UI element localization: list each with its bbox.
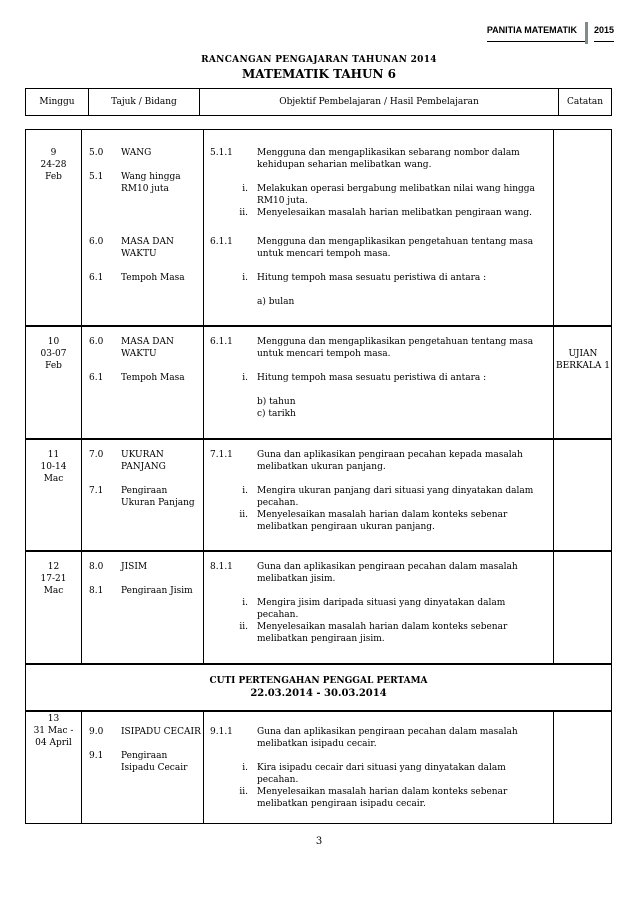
col-objektif: Objektif Pembelajaran / Hasil Pembelajaran [200,89,559,115]
col-catatan: Catatan [566,97,603,107]
week-dates: 03-07 [40,349,67,359]
outcome-index: ii. [239,622,248,632]
topic-number: 5.1 [89,172,104,182]
topic-number: 8.0 [89,562,104,572]
objective-text: Mengguna dan mengaplikasikan pengetahuan tentang masa [257,237,534,247]
outcome-text: Menyelesaikan masalah harian melibatkan pengiraan wang. [257,208,532,218]
outcome-text: Mengira jisim daripada situasi yang dinyatakan dalam [257,598,506,608]
topic-title: Wang hingga [121,172,181,182]
objective-text: Guna dan aplikasikan pengiraan pecahan kepada masalah [257,450,523,460]
week-dates: 24-28 [40,160,67,170]
topic-number: 5.0 [89,148,104,158]
topic-number: 6.1 [89,273,104,283]
outcome-index: i. [242,486,248,496]
outcome-subitem: a) bulan [257,297,295,307]
header-year: 2015 [594,25,614,42]
objective-text: melibatkan isipadu cecair. [257,739,377,749]
topic-number: 6.1 [89,373,104,383]
topic-number: 7.1 [89,486,104,496]
outcome-index: i. [242,184,248,194]
objective-number: 6.1.1 [210,337,233,347]
objective-number: 5.1.1 [210,148,233,158]
week-month: Feb [45,172,62,182]
objective-text: Mengguna dan mengaplikasikan sebarang nombor dalam [257,148,520,158]
outcome-text: melibatkan pengiraan ukuran panjang. [257,522,435,532]
topic-number: 9.1 [89,751,104,761]
objective-text: untuk mencari tempoh masa. [257,349,391,359]
document-subtitle: MATEMATIK TAHUN 6 [242,67,396,81]
topic-title: UKURAN [121,450,164,460]
outcome-text: pecahan. [257,775,299,785]
objective-text: melibatkan ukuran panjang. [257,462,386,472]
outcome-subitem: b) tahun [257,397,296,407]
outcome-text: pecahan. [257,498,299,508]
outcome-text: Menyelesaikan masalah harian dalam konteks sebenar [257,787,508,797]
outcome-index: i. [242,273,248,283]
outcome-index: i. [242,598,248,608]
header-separator [585,22,588,44]
outcome-text: Kira isipadu cecair dari situasi yang dinyatakan dalam [257,763,506,773]
outcome-subitem: c) tarikh [257,409,296,419]
topic-title: Ukuran Panjang [121,498,195,508]
topic-title: Pengiraan [121,486,168,496]
outcome-index: ii. [239,510,248,520]
week-dates: 31 Mac - [33,726,74,736]
objective-text: melibatkan jisim. [257,574,336,584]
objective-text: Guna dan aplikasikan pengiraan pecahan dalam masalah [257,562,518,572]
week-month: Feb [45,361,62,371]
topic-title: MASA DAN [121,337,174,347]
week-number: 9 [50,148,57,158]
holiday-dates: 22.03.2014 - 30.03.2014 [250,688,387,699]
topic-title: RM10 juta [121,184,169,194]
week-dates: 17-21 [40,574,67,584]
document-title: RANCANGAN PENGAJARAN TAHUNAN 2014 [201,55,437,65]
week-month: 04 April [35,738,72,748]
page-header [487,22,614,44]
table-row [25,711,612,824]
col-minggu: Minggu [26,89,89,115]
week-number: 12 [47,562,60,572]
outcome-text: Menyelesaikan masalah harian dalam konteks sebenar [257,622,508,632]
outcome-text: melibatkan pengiraan jisim. [257,634,385,644]
topic-number: 7.0 [89,450,104,460]
outcome-index: ii. [239,208,248,218]
week-number: 10 [47,337,60,347]
topic-title: Isipadu Cecair [121,763,188,773]
outcome-text: melibatkan pengiraan isipadu cecair. [257,799,426,809]
outcome-text: pecahan. [257,610,299,620]
outcome-text: Hitung tempoh masa sesuatu peristiwa di antara : [257,373,487,383]
catatan-note: UJIAN [568,349,598,359]
table-row [25,439,612,551]
outcome-text: Menyelesaikan masalah harian dalam konteks sebenar [257,510,508,520]
topic-number: 6.0 [89,337,104,347]
objective-number: 8.1.1 [210,562,233,572]
objective-text: Mengguna dan mengaplikasikan pengetahuan tentang masa [257,337,534,347]
objective-text: Guna dan aplikasikan pengiraan pecahan dalam masalah [257,727,518,737]
topic-title: WAKTU [121,349,157,359]
outcome-text: Mengira ukuran panjang dari situasi yang dinyatakan dalam [257,486,534,496]
objective-text: untuk mencari tempoh masa. [257,249,391,259]
topic-number: 8.1 [89,586,104,596]
week-month: Mac [43,586,64,596]
outcome-text: Hitung tempoh masa sesuatu peristiwa di antara : [257,273,487,283]
table-header [25,88,612,116]
topic-title: WANG [121,148,152,158]
objective-number: 9.1.1 [210,727,233,737]
topic-title: Tempoh Masa [121,273,185,283]
objective-text: kehidupan seharian melibatkan wang. [257,160,432,170]
topic-number: 9.0 [89,727,104,737]
week-month: Mac [43,474,64,484]
topic-title: Pengiraan [121,751,168,761]
topic-title: Pengiraan Jisim [121,586,193,596]
outcome-text: RM10 juta. [257,196,308,206]
week-number: 11 [47,450,60,460]
week-dates: 10-14 [40,462,67,472]
page-number: 3 [315,836,323,847]
header-panitia: PANITIA MATEMATIK [487,25,585,42]
outcome-index: ii. [239,787,248,797]
outcome-text: Melakukan operasi bergabung melibatkan nilai wang hingga [257,184,535,194]
topic-title: ISIPADU CECAIR [121,727,201,737]
objective-number: 6.1.1 [210,237,233,247]
objective-number: 7.1.1 [210,450,233,460]
topic-title: WAKTU [121,249,157,259]
topic-title: PANJANG [121,462,166,472]
col-tajuk: Tajuk / Bidang [89,89,200,115]
outcome-index: i. [242,373,248,383]
table-row [25,129,612,326]
outcome-index: i. [242,763,248,773]
holiday-title: CUTI PERTENGAHAN PENGGAL PERTAMA [209,676,428,686]
holiday-banner [25,664,612,711]
week-number: 13 [47,714,60,724]
topic-title: MASA DAN [121,237,174,247]
table-row [25,326,612,439]
topic-title: JISIM [121,562,148,572]
table-row [25,551,612,664]
catatan-note: BERKALA 1 [556,361,610,371]
topic-number: 6.0 [89,237,104,247]
topic-title: Tempoh Masa [121,373,185,383]
